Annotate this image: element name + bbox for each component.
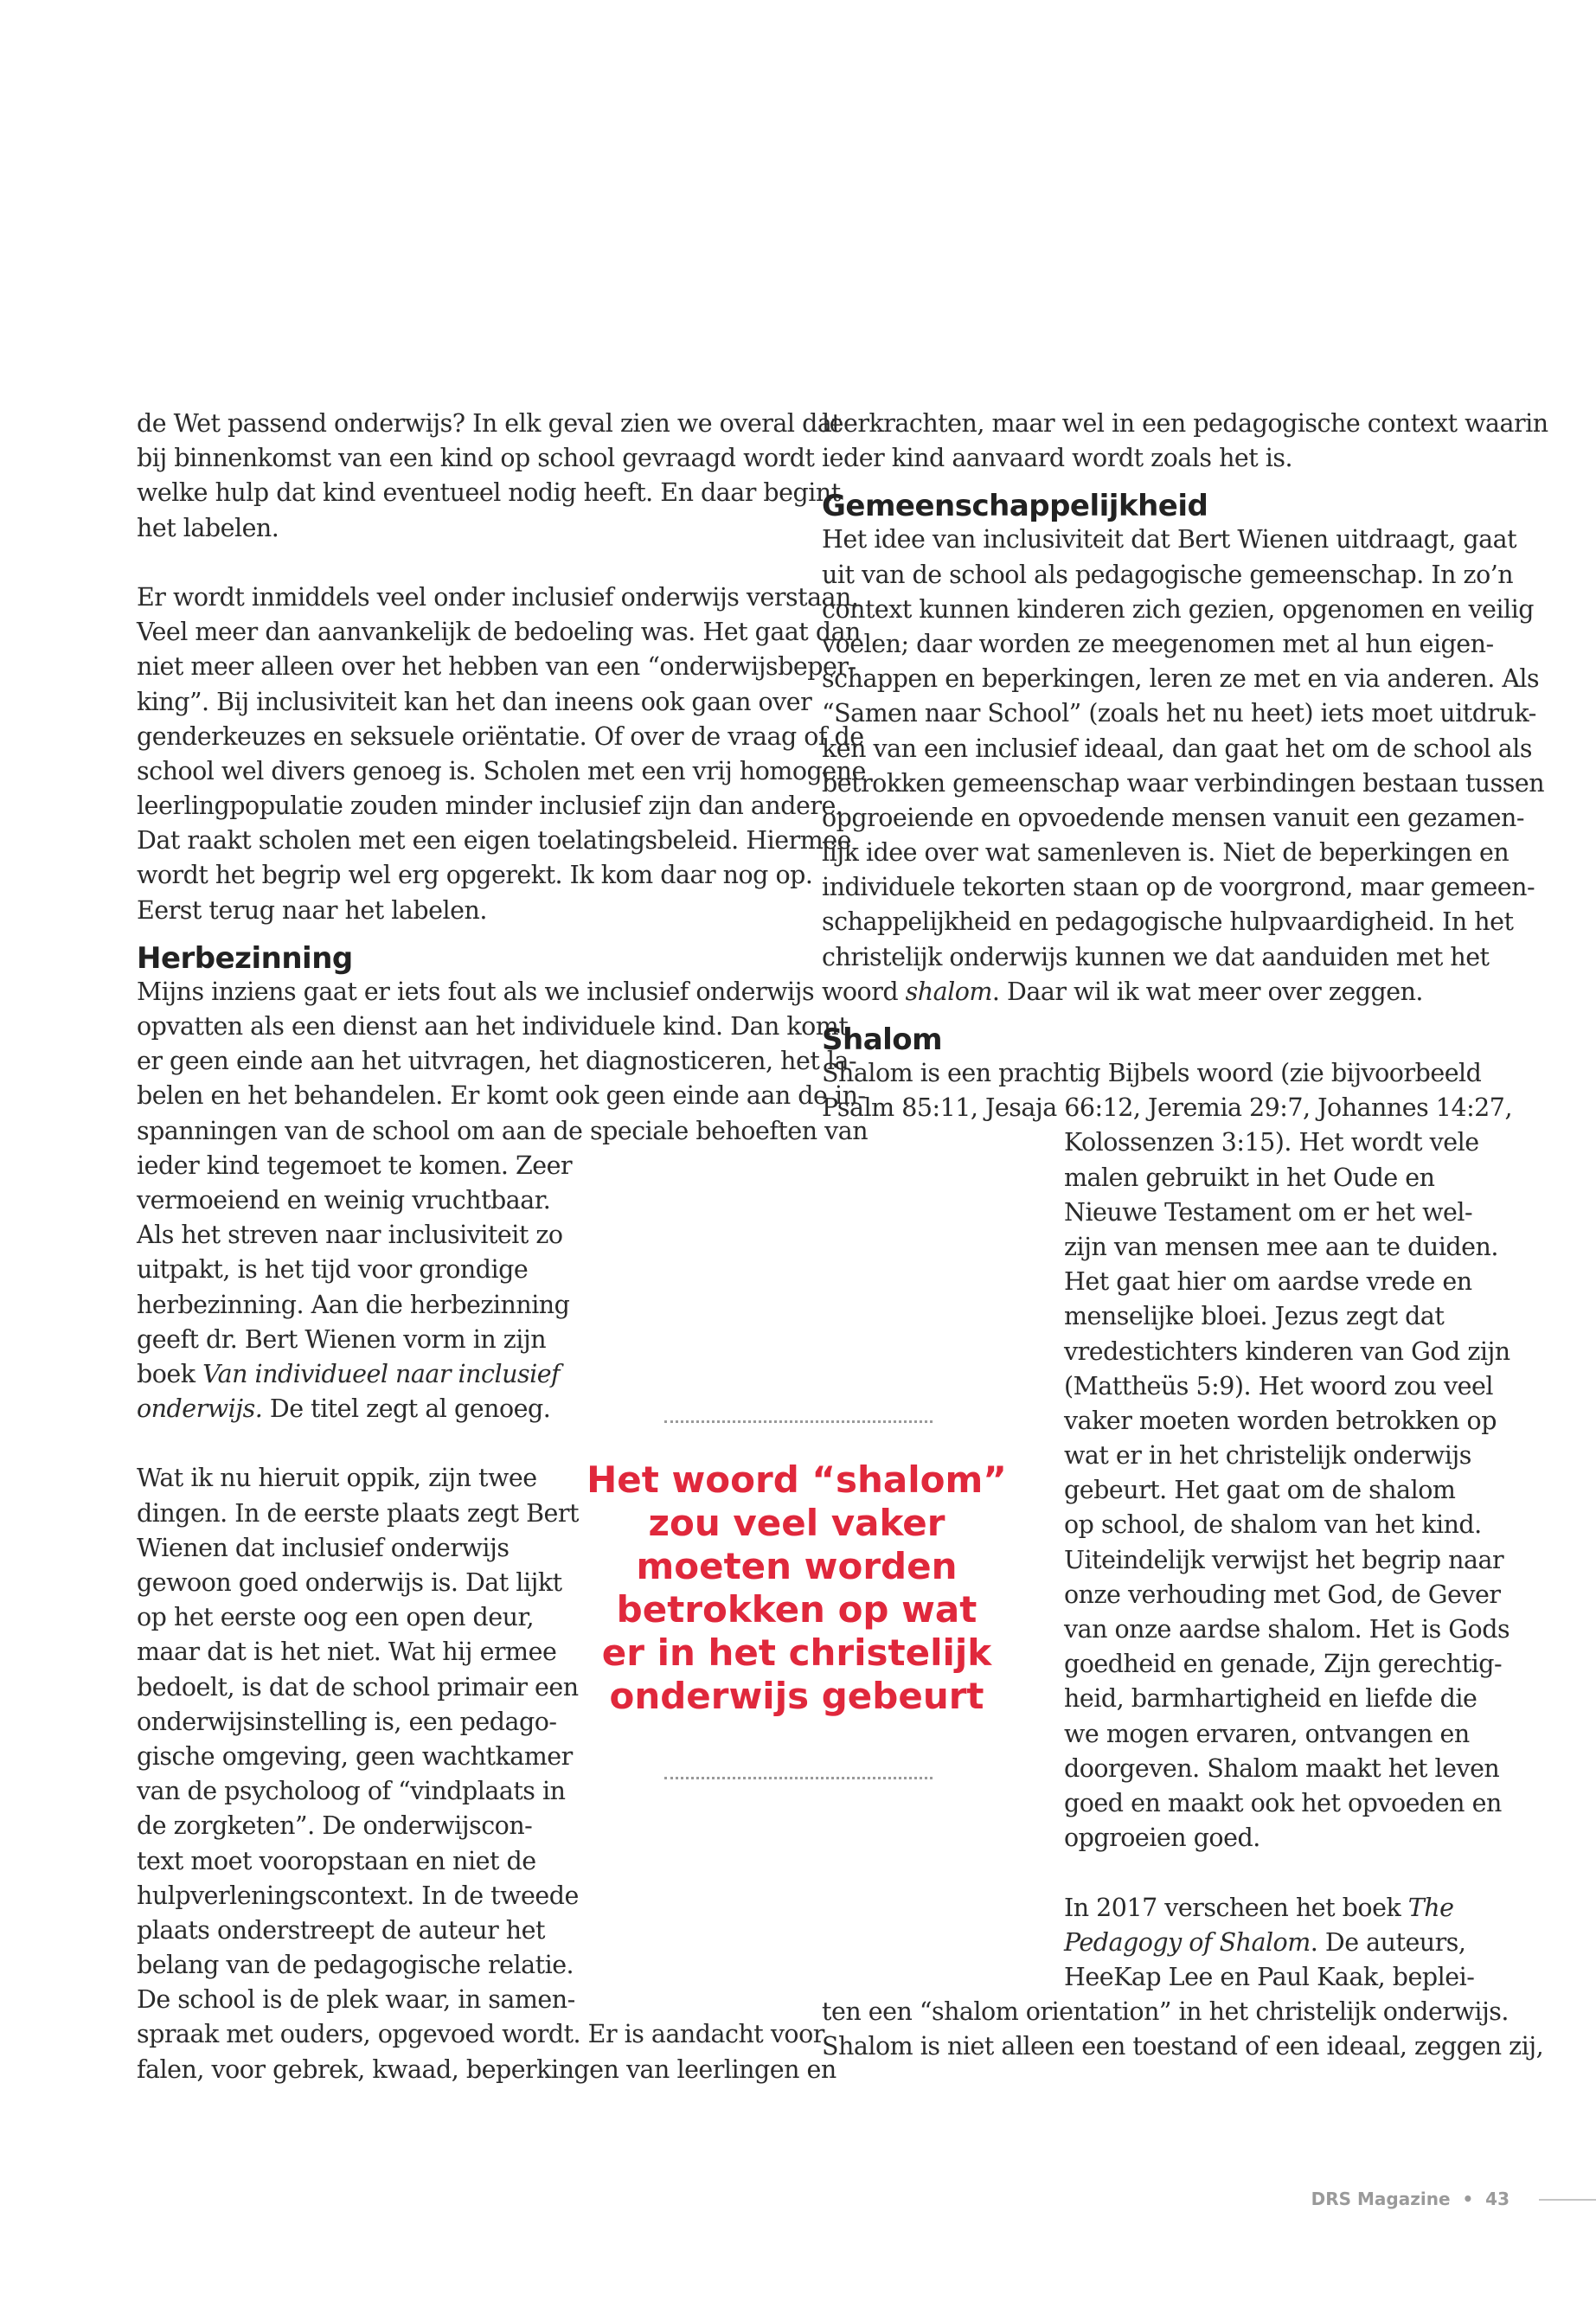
text-line: geeft dr. Bert Wienen vorm in zijn <box>137 1324 547 1354</box>
text-line: van onze aardse shalom. Het is Gods <box>1064 1615 1510 1644</box>
text-line: opgroeien goed. <box>1064 1823 1260 1853</box>
book-title: onderwijs. <box>137 1394 263 1424</box>
text-line: context kunnen kinderen zich gezien, opgenomen en veilig <box>822 594 1535 624</box>
text-line: (Mattheüs 5:9). Het woord zou veel <box>1064 1371 1493 1400</box>
paragraph <box>822 522 1545 1009</box>
text-line: op het eerste oog een open deur, <box>137 1603 535 1632</box>
text-line: ieder kind tegemoet te komen. Zeer <box>137 1150 573 1180</box>
right-column <box>822 407 1548 2064</box>
text-line: de zorgketen”. De onderwijscon- <box>137 1811 533 1841</box>
text-line: “Samen naar School” (zoals het nu heet) iets moet uitdruk- <box>822 699 1536 728</box>
text-line: In 2017 verscheen het boek The <box>1064 1893 1454 1922</box>
text-line: woord shalom. Daar wil ik wat meer over zeggen. <box>822 977 1423 1006</box>
footer-rule <box>1539 2199 1596 2201</box>
text-line: HeeKap Lee en Paul Kaak, beplei- <box>1064 1962 1475 1991</box>
text-line: Veel meer dan aanvankelijk de bedoeling was. Het gaat dan <box>137 618 861 647</box>
footer-magazine-page: DRS Magazine • 43 <box>1311 2189 1509 2209</box>
text-line: Psalm 85:11, Jesaja 66:12, Jeremia 29:7, Johannes 14:27, <box>822 1093 1512 1123</box>
text-line: belen en het behandelen. Er komt ook geen einde aan de in- <box>137 1081 866 1111</box>
text-line: Eerst terug naar het labelen. <box>137 895 487 925</box>
section-heading-herbezinning: Herbezinning <box>137 940 353 976</box>
text-line: belang van de pedagogische relatie. <box>137 1951 574 1980</box>
pullquote-bottom-divider <box>664 1777 933 1779</box>
text-line: niet meer alleen over het hebben van een “onderwijsbeper- <box>137 652 856 682</box>
text-line: hulpverleningscontext. In de tweede <box>137 1881 579 1910</box>
text-line: ten een “shalom orientation” in het christelijk onderwijs. <box>822 1997 1509 2027</box>
text-line: Dat raakt scholen met een eigen toelatingsbeleid. Hiermee <box>137 826 851 856</box>
text-line: van de psycholoog of “vindplaats in <box>137 1777 566 1806</box>
text-line: text moet vooropstaan en niet de <box>137 1846 536 1875</box>
text-line: wordt het begrip wel erg opgerekt. Ik kom daar nog op. <box>137 861 813 890</box>
text-line: Nieuwe Testament om er het wel- <box>1064 1197 1473 1227</box>
pullquote-line: Het woord “shalom” <box>586 1458 1007 1501</box>
pullquote-line: zou veel vaker <box>648 1502 945 1544</box>
text-line: Het idee van inclusiviteit dat Bert Wienen uitdraagt, gaat <box>822 525 1517 554</box>
paragraph <box>822 407 1548 476</box>
text-line: de Wet passend onderwijs? In elk geval zien we overal dat <box>137 409 842 438</box>
text-line: bij binnenkomst van een kind op school gevraagd wordt <box>137 444 815 473</box>
page-footer <box>1311 2189 1596 2223</box>
pullquote-line: betrokken op wat <box>616 1588 977 1631</box>
pullquote-top-divider <box>664 1420 933 1423</box>
book-title: Van individueel naar inclusief <box>202 1359 561 1388</box>
text-line: leerkrachten, maar wel in een pedagogische context waarin <box>822 409 1548 438</box>
text-line: er geen einde aan het uitvragen, het diagnosticeren, het la- <box>137 1047 857 1076</box>
pullquote-line: er in het christelijk <box>601 1631 992 1674</box>
text-line: plaats onderstreept de auteur het <box>137 1915 545 1945</box>
text-line: zijn van mensen mee aan te duiden. <box>1064 1232 1498 1261</box>
text-line: uitpakt, is het tijd voor grondige <box>137 1255 529 1285</box>
text-line: Pedagogy of Shalom. De auteurs, <box>1064 1927 1466 1957</box>
text-line: doorgeven. Shalom maakt het leven <box>1064 1753 1500 1783</box>
text-line: leerlingpopulatie zouden minder inclusief zijn dan andere. <box>137 792 843 821</box>
text-line: maar dat is het niet. Wat hij ermee <box>137 1638 557 1667</box>
paragraph <box>137 580 866 928</box>
section-heading-gemeenschappelijkheid: Gemeenschappelijkheid <box>822 489 1208 524</box>
text-line: gebeurt. Het gaat om de shalom <box>1064 1476 1456 1505</box>
text-line: christelijk onderwijs kunnen we dat aanduiden met het <box>822 942 1490 971</box>
text-line: Wat ik nu hieruit oppik, zijn twee <box>137 1464 537 1493</box>
text-line: uit van de school als pedagogische gemeenschap. In zo’n <box>822 560 1514 589</box>
text-line: lijk idee over wat samenleven is. Niet de beperkingen en <box>822 838 1509 868</box>
text-line: opvatten als een dienst aan het individuele kind. Dan komt <box>137 1012 849 1041</box>
text-line: opgroeiende en opvoedende mensen vanuit een gezamen- <box>822 803 1524 832</box>
text-line: gische omgeving, geen wachtkamer <box>137 1741 573 1771</box>
text-line: Er wordt inmiddels veel onder inclusief onderwijs verstaan. <box>137 582 859 612</box>
text-line: Kolossenzen 3:15). Het wordt vele <box>1064 1128 1479 1157</box>
text-line: De school is de plek waar, in samen- <box>137 1985 575 2015</box>
book-title: The <box>1407 1893 1454 1922</box>
text-line: we mogen ervaren, ontvangen en <box>1064 1719 1470 1748</box>
text-line: Uiteindelijk verwijst het begrip naar <box>1064 1545 1504 1574</box>
pullquote <box>585 1458 1009 1718</box>
text-line: bedoelt, is dat de school primair een <box>137 1672 579 1702</box>
text-line: goed en maakt ook het opvoeden en <box>1064 1788 1502 1817</box>
text-line: goedheid en genade, Zijn gerechtig- <box>1064 1650 1503 1679</box>
book-title: Pedagogy of Shalom <box>1064 1927 1311 1957</box>
text-line: dingen. In de eerste plaats zegt Bert <box>137 1498 580 1528</box>
text-line: welke hulp dat kind eventueel nodig heeft. En daar begint <box>137 478 841 508</box>
text-line: onze verhouding met God, de Gever <box>1064 1580 1501 1609</box>
text-line: Het gaat hier om aardse vrede en <box>1064 1267 1472 1297</box>
text-line: herbezinning. Aan die herbezinning <box>137 1290 570 1319</box>
text-line: Shalom is niet alleen een toestand of een ideaal, zeggen zij, <box>822 2032 1544 2061</box>
pullquote-line: onderwijs gebeurt <box>609 1675 984 1717</box>
text-line: boek Van individueel naar inclusief <box>137 1359 561 1388</box>
text-line: vermoeiend en weinig vruchtbaar. <box>137 1185 551 1215</box>
text-line: vredestichters kinderen van God zijn <box>1064 1336 1510 1366</box>
text-line: falen, voor gebrek, kwaad, beperkingen van leerlingen en <box>137 2054 836 2084</box>
text-line: Shalom is een prachtig Bijbels woord (zie bijvoorbeeld <box>822 1059 1482 1087</box>
text-line: genderkeuzes en seksuele oriëntatie. Of over de vraag of de <box>137 721 864 751</box>
text-line: ieder kind aanvaard wordt zoals het is. <box>822 444 1293 473</box>
left-column <box>137 407 869 2087</box>
text-line: schappen en beperkingen, leren ze met en via anderen. Als <box>822 664 1540 694</box>
text-line: spanningen van de school om aan de speciale behoeften van <box>137 1116 869 1145</box>
text-line: school wel divers genoeg is. Scholen met een vrij homogene <box>137 756 866 785</box>
text-line: ken van een inclusief ideaal, dan gaat het om de school als <box>822 734 1532 763</box>
text-line: onderwijs. De titel zegt al genoeg. <box>137 1394 551 1424</box>
text-line: schappelijkheid en pedagogische hulpvaardigheid. In het <box>822 907 1514 937</box>
text-line: individuele tekorten staan op de voorgrond, maar gemeen- <box>822 873 1535 902</box>
paragraph <box>137 407 842 546</box>
text-line: wat er in het christelijk onderwijs <box>1064 1441 1471 1471</box>
pullquote-line: moeten worden <box>636 1545 958 1587</box>
text-line: het labelen. <box>137 513 279 542</box>
text-line: menselijke bloei. Jezus zegt dat <box>1064 1302 1445 1331</box>
paragraph <box>137 975 869 1426</box>
text-line: Mijns inziens gaat er iets fout als we inclusief onderwijs <box>137 977 815 1006</box>
text-line: onderwijsinstelling is, een pedago- <box>137 1707 557 1736</box>
text-line: op school, de shalom van het kind. <box>1064 1510 1482 1540</box>
text-line: Als het streven naar inclusiviteit zo <box>137 1221 563 1250</box>
text-line: voelen; daar worden ze meegenomen met al hun eigen- <box>822 629 1494 658</box>
emphasis-shalom: shalom <box>905 977 992 1006</box>
text-line: spraak met ouders, opgevoed wordt. Er is aandacht voor <box>137 2020 824 2049</box>
text-line: malen gebruikt in het Oude en <box>1064 1163 1435 1192</box>
text-line: Wienen dat inclusief onderwijs <box>137 1533 510 1562</box>
section-heading-shalom: Shalom <box>822 1022 943 1057</box>
text-line: vaker moeten worden betrokken op <box>1064 1406 1497 1435</box>
text-line: king”. Bij inclusiviteit kan het dan ineens ook gaan over <box>137 687 812 716</box>
text-line: betrokken gemeenschap waar verbindingen bestaan tussen <box>822 768 1545 798</box>
text-line: heid, barmhartigheid en liefde die <box>1064 1684 1477 1714</box>
text-line: gewoon goed onderwijs is. Dat lijkt <box>137 1568 562 1597</box>
